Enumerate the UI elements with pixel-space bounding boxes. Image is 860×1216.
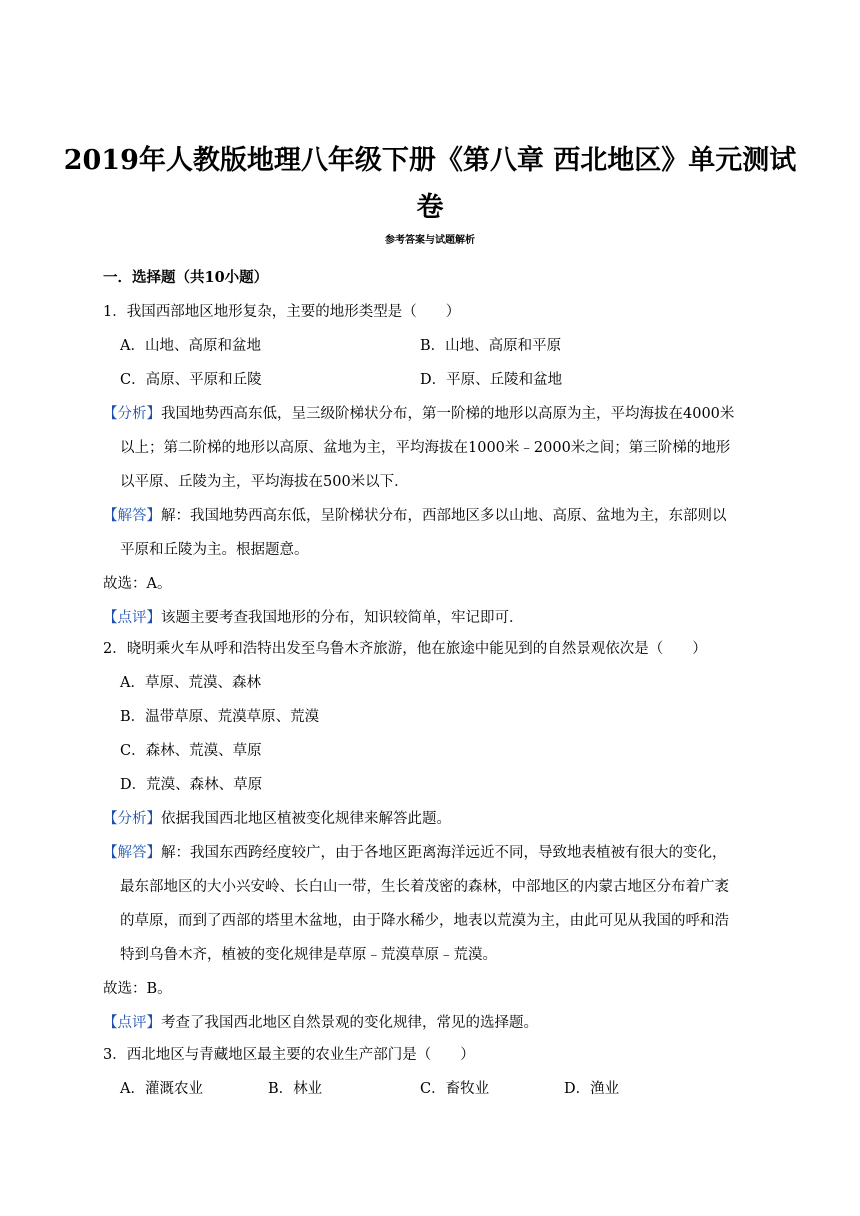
q2-answer-text-3: 的草原，而到了西部的塔里木盆地，由于降水稀少，地表以荒漠为主，由此可见从我国的呼和浩 (120, 913, 729, 929)
q1-answer-text-2: 平原和丘陵为主。根据题意。 (120, 542, 309, 558)
document-subtitle: 参考答案与试题解析 (385, 235, 475, 246)
q1-choice: 故选：A。 (103, 576, 172, 592)
q3-option-c: C．畜牧业 (420, 1081, 490, 1097)
comment-tag: 点评 (117, 1015, 147, 1031)
q1-option-b: B．山地、高原和平原 (420, 338, 562, 354)
q1-comment-text: 该题主要考查我国地形的分布，知识较简单，牢记即可． (161, 610, 524, 626)
comment-tag: 点评 (117, 610, 147, 626)
q2-answer (103, 842, 727, 864)
q1-option-a: A．山地、高原和盆地 (120, 338, 261, 354)
bracket-open: 【 (103, 845, 118, 861)
bracket-close: 】 (146, 1015, 161, 1031)
q1-option-c: C．高原、平原和丘陵 (120, 372, 262, 388)
q1-analysis (103, 403, 734, 425)
q1-analysis-text-2: 以上；第二阶梯的地形以高原、盆地为主，平均海拔在1000米﹣2000米之间；第三阶梯的地形 (120, 440, 731, 456)
q2-stem: 2．晓明乘火车从呼和浩特出发至乌鲁木齐旅游，他在旅途中能见到的自然景观依次是（ ） (103, 641, 707, 657)
q2-option-a: A．草原、荒漠、森林 (120, 675, 261, 691)
q2-answer-text-4: 特到乌鲁木齐，植被的变化规律是草原﹣荒漠草原﹣荒漠。 (120, 947, 497, 963)
q2-option-c: C．森林、荒漠、草原 (120, 743, 262, 759)
q2-option-d: D．荒漠、森林、草原 (120, 777, 263, 793)
answer-tag: 解答 (117, 508, 147, 524)
answer-tag: 解答 (117, 845, 147, 861)
q2-comment-text: 考查了我国西北地区自然景观的变化规律，常见的选择题。 (161, 1015, 538, 1031)
document-title-line-1: 2019年人教版地理八年级下册《第八章 西北地区》单元测试 (63, 145, 797, 176)
q1-answer (103, 505, 727, 527)
bracket-open: 【 (103, 811, 118, 827)
section-heading: 一．选择题（共10小题） (103, 269, 269, 286)
analysis-tag: 分析 (117, 406, 147, 422)
bracket-open: 【 (103, 1015, 118, 1031)
bracket-close: 】 (146, 610, 161, 626)
q1-analysis-text-3: 以平原、丘陵为主，平均海拔在500米以下． (120, 474, 409, 490)
bracket-close: 】 (146, 508, 161, 524)
bracket-open: 【 (103, 610, 118, 626)
q2-analysis (103, 808, 451, 830)
q2-answer-text-1: 解：我国东西跨经度较广，由于各地区距离海洋远近不同，导致地表植被有很大的变化， (161, 845, 727, 861)
bracket-open: 【 (103, 508, 118, 524)
analysis-tag: 分析 (117, 811, 147, 827)
q3-option-a: A．灌溉农业 (120, 1081, 203, 1097)
q2-analysis-text-1: 依据我国西北地区植被变化规律来解答此题。 (161, 811, 451, 827)
q2-answer-text-2: 最东部地区的大小兴安岭、长白山一带，生长着茂密的森林，中部地区的内蒙古地区分布着广袤 (120, 879, 729, 895)
q3-option-b: B．林业 (268, 1081, 323, 1097)
q1-comment (103, 607, 524, 629)
bracket-close: 】 (146, 811, 161, 827)
q2-comment (103, 1012, 538, 1034)
bracket-open: 【 (103, 406, 118, 422)
q3-option-d: D．渔业 (564, 1081, 620, 1097)
q2-choice: 故选：B。 (103, 981, 172, 997)
q1-analysis-text-1: 我国地势西高东低，呈三级阶梯状分布，第一阶梯的地形以高原为主，平均海拔在4000米 (161, 406, 735, 422)
q2-option-b: B．温带草原、荒漠草原、荒漠 (120, 709, 320, 725)
bracket-close: 】 (146, 406, 161, 422)
q3-stem: 3．西北地区与青藏地区最主要的农业生产部门是（ ） (103, 1047, 475, 1063)
q1-answer-text-1: 解：我国地势西高东低，呈阶梯状分布，西部地区多以山地、高原、盆地为主，东部则以 (161, 508, 727, 524)
q1-option-d: D．平原、丘陵和盆地 (420, 372, 563, 388)
document-title-line-2: 卷 (416, 192, 444, 223)
bracket-close: 】 (146, 845, 161, 861)
q1-stem: 1．我国西部地区地形复杂，主要的地形类型是（ ） (103, 304, 461, 320)
